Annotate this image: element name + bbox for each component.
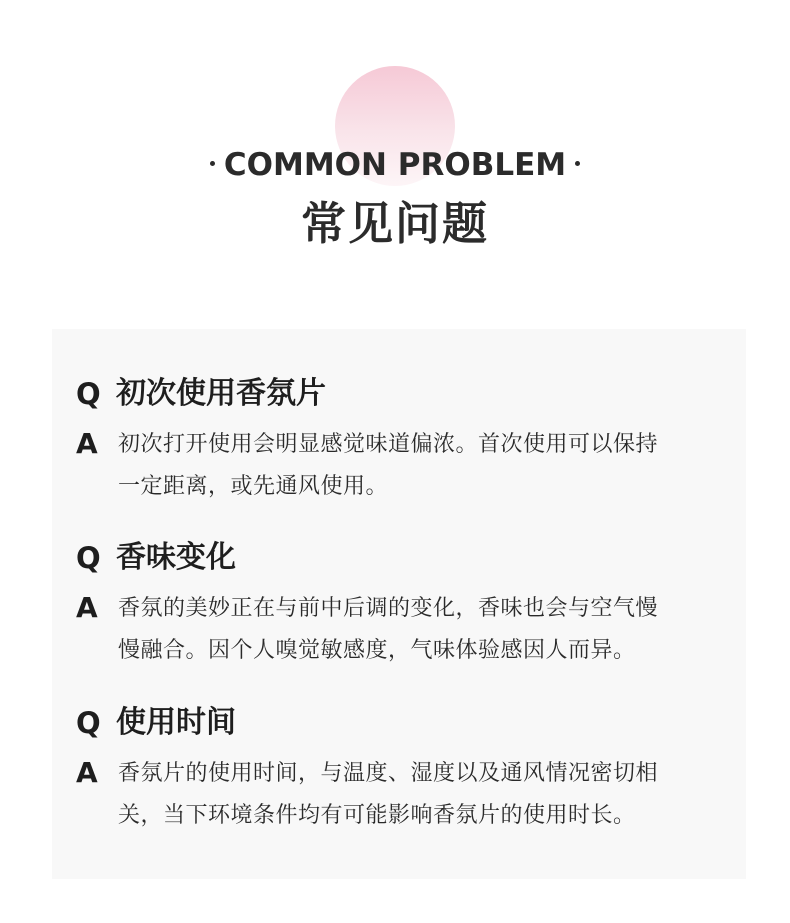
faq-panel bbox=[52, 329, 746, 879]
faq-question-row bbox=[52, 536, 746, 580]
faq-answer-line: 香氛的美妙正在与前中后调的变化，香味也会与空气慢 bbox=[118, 596, 659, 621]
question-marker: Q bbox=[76, 541, 101, 575]
bullet-dot-icon bbox=[575, 161, 580, 166]
question-marker: Q bbox=[76, 377, 101, 411]
section-title-chinese: 常见问题 bbox=[300, 197, 489, 250]
answer-marker: A bbox=[76, 427, 98, 460]
faq-answer-line: 香氛片的使用时间，与温度、湿度以及通风情况密切相 bbox=[118, 761, 659, 786]
faq-question-row bbox=[52, 372, 746, 416]
faq-answer bbox=[118, 753, 728, 837]
answer-marker: A bbox=[76, 591, 98, 624]
faq-question: 使用时间 bbox=[116, 705, 236, 740]
bullet-dot-icon bbox=[210, 161, 215, 166]
question-marker: Q bbox=[76, 706, 101, 740]
section-title-english-text: COMMON PROBLEM bbox=[223, 147, 567, 183]
faq-question: 香味变化 bbox=[116, 540, 236, 575]
faq-answer-line: 慢融合。因个人嗅觉敏感度，气味体验感因人而异。 bbox=[118, 638, 636, 663]
section-title-english bbox=[0, 142, 790, 188]
faq-answer-line: 一定距离，或先通风使用。 bbox=[118, 474, 389, 499]
faq-question-row bbox=[52, 701, 746, 745]
faq-answer-line: 关，当下环境条件均有可能影响香氛片的使用时长。 bbox=[118, 803, 636, 828]
faq-question: 初次使用香氛片 bbox=[116, 376, 326, 411]
faq-answer bbox=[118, 424, 728, 508]
faq-answer bbox=[118, 588, 728, 672]
answer-marker: A bbox=[76, 756, 98, 789]
faq-answer-line: 初次打开使用会明显感觉味道偏浓。首次使用可以保持 bbox=[118, 432, 659, 457]
